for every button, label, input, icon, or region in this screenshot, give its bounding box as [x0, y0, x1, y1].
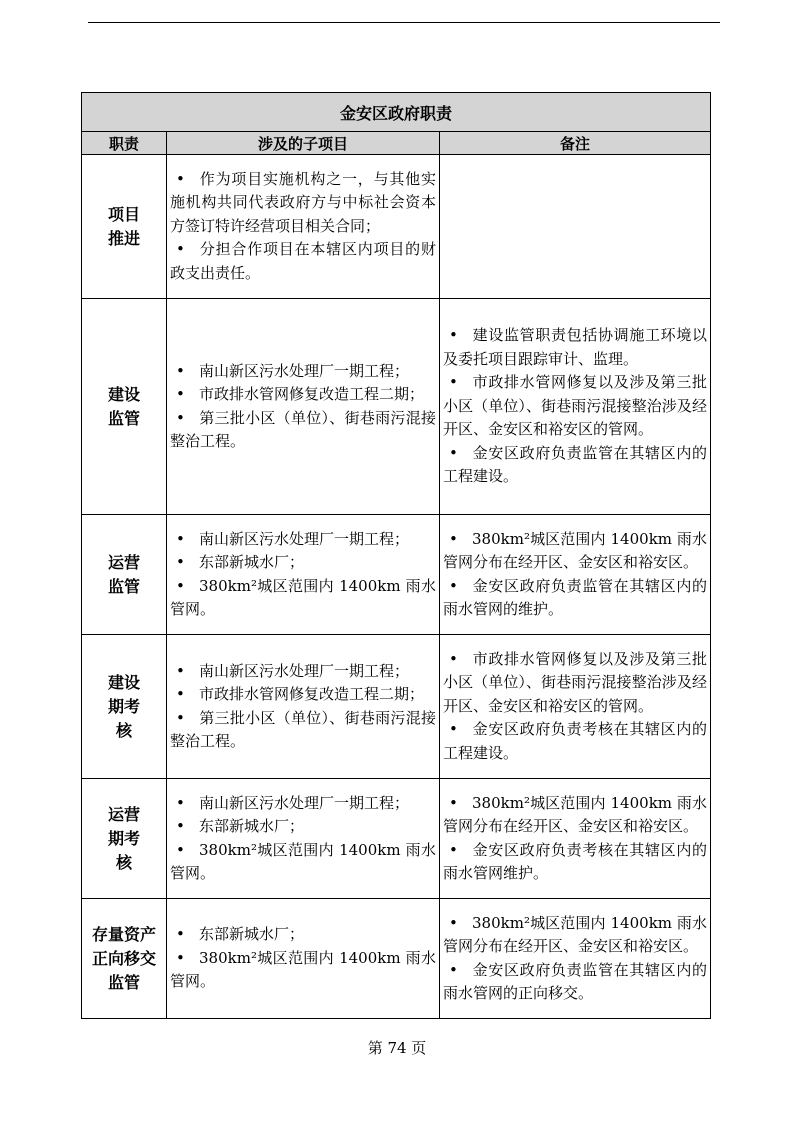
notes-cell [440, 635, 711, 779]
note-item [443, 528, 707, 575]
page-number: 第 74 页 [367, 1039, 427, 1057]
duty-label: 项目推进 [107, 204, 140, 248]
bullet-icon: • [176, 948, 185, 967]
sub-item-text: 380km²城区范围内 1400km 雨水管网。 [170, 840, 436, 882]
bullet-icon: • [449, 649, 458, 668]
notes-cell [440, 515, 711, 635]
sub-items-cell [167, 299, 440, 515]
note-item-text: 金安区政府负责考核在其辖区内的工程建设。 [443, 720, 707, 762]
bullet-icon: • [449, 793, 458, 812]
sub-item [170, 407, 436, 454]
sub-item [170, 923, 436, 947]
note-item-text: 380km²城区范围内 1400km 雨水管网分布在经开区、金安区和裕安区。 [443, 913, 707, 955]
note-item [443, 324, 707, 371]
notes-cell [440, 899, 711, 1019]
government-duty-table [81, 92, 711, 1019]
bullet-icon: • [176, 576, 185, 595]
duty-cell [82, 779, 167, 899]
note-item [443, 792, 707, 839]
table-row [82, 779, 711, 899]
duty-label: 运营监管 [107, 552, 140, 596]
sub-item [170, 238, 436, 285]
table-row [82, 899, 711, 1019]
sub-item-text: 市政排水管网修复改造工程二期； [199, 385, 425, 403]
sub-item [170, 839, 436, 886]
note-item [443, 839, 707, 886]
table-row [82, 515, 711, 635]
bullet-icon: • [176, 529, 185, 548]
note-item-text: 380km²城区范围内 1400km 雨水管网分布在经开区、金安区和裕安区。 [443, 529, 707, 571]
bullet-icon: • [176, 240, 185, 259]
note-item-text: 380km²城区范围内 1400km 雨水管网分布在经开区、金安区和裕安区。 [443, 793, 707, 835]
bullet-icon: • [176, 685, 185, 703]
note-item-text: 金安区政府负责监管在其辖区内的雨水管网的维护。 [443, 576, 707, 618]
sub-item-text: 南山新区污水处理厂一期工程； [199, 361, 410, 380]
bullet-icon: • [176, 708, 185, 727]
column-header-sub-items: 涉及的子项目 [167, 132, 440, 155]
sub-item [170, 792, 436, 816]
duty-cell [82, 635, 167, 779]
sub-item-text: 东部新城水厂； [199, 553, 305, 571]
bullet-icon: • [176, 553, 185, 571]
column-header-duty: 职责 [82, 132, 167, 155]
bullet-icon: • [449, 326, 458, 345]
sub-item-text: 作为项目实施机构之一，与其他实施机构共同代表政府方与中标社会资本方签订特许经营项目相关合同； [170, 169, 436, 235]
bullet-icon: • [449, 960, 458, 979]
duty-label: 建设监管 [107, 384, 140, 428]
sub-item [170, 383, 436, 407]
sub-item [170, 947, 436, 994]
sub-item [170, 660, 436, 684]
duty-cell [82, 515, 167, 635]
bullet-icon: • [176, 925, 185, 944]
note-item [443, 912, 707, 959]
sub-item-text: 南山新区污水处理厂一期工程； [199, 661, 410, 680]
table-row [82, 155, 711, 299]
bullet-icon: • [176, 661, 185, 680]
duty-cell [82, 155, 167, 299]
sub-item [170, 575, 436, 622]
bullet-icon: • [176, 840, 185, 859]
sub-item-text: 南山新区污水处理厂一期工程； [199, 529, 410, 548]
duty-label: 运营期考核 [107, 804, 140, 872]
bullet-icon: • [176, 408, 185, 427]
duty-cell [82, 899, 167, 1019]
note-item-text: 市政排水管网修复以及涉及第三批小区（单位）、街巷雨污混接整治涉及经开区、金安区和裕安区的管网。 [443, 373, 707, 439]
bullet-icon: • [449, 529, 458, 548]
header-rule [88, 22, 720, 23]
sub-item [170, 528, 436, 552]
column-header-notes: 备注 [440, 132, 711, 155]
sub-items-cell [167, 899, 440, 1019]
sub-items-cell [167, 155, 440, 299]
notes-cell [440, 299, 711, 515]
duty-label: 建设期考核 [107, 672, 140, 740]
bullet-icon: • [176, 169, 185, 188]
duty-label: 存量资产正向移交监管 [92, 924, 157, 992]
table-row [82, 635, 711, 779]
sub-item-text: 东部新城水厂； [199, 925, 305, 944]
sub-item-text: 380km²城区范围内 1400km 雨水管网。 [170, 576, 436, 618]
sub-item-text: 第三批小区（单位）、街巷雨污混接整治工程。 [170, 408, 436, 450]
sub-item [170, 815, 436, 839]
note-item [443, 442, 707, 489]
note-item [443, 959, 707, 1006]
note-item-text: 金安区政府负责监管在其辖区内的工程建设。 [443, 443, 707, 486]
note-item [443, 371, 707, 442]
note-item-text: 市政排水管网修复以及涉及第三批小区（单位）、街巷雨污混接整治涉及经开区、金安区和裕安区的管网。 [443, 649, 707, 715]
note-item [443, 575, 707, 622]
sub-item [170, 707, 436, 754]
note-item [443, 718, 707, 765]
note-item-text: 建设监管职责包括协调施工环境以及委托项目跟踪审计、监理。 [443, 326, 707, 368]
bullet-icon: • [449, 373, 458, 392]
table-row [82, 299, 711, 515]
notes-cell [440, 155, 711, 299]
bullet-icon: • [449, 913, 458, 932]
duty-cell [82, 299, 167, 515]
notes-cell [440, 779, 711, 899]
sub-item [170, 168, 436, 239]
note-item-text: 金安区政府负责监管在其辖区内的雨水管网的正向移交。 [443, 960, 707, 1002]
sub-item [170, 683, 436, 707]
sub-item-text: 东部新城水厂； [199, 817, 305, 835]
bullet-icon: • [176, 817, 185, 835]
bullet-icon: • [449, 443, 458, 462]
table-body [82, 155, 711, 1019]
sub-item [170, 551, 436, 575]
sub-item-text: 第三批小区（单位）、街巷雨污混接整治工程。 [170, 708, 436, 750]
bullet-icon: • [449, 720, 458, 739]
sub-item-text: 380km²城区范围内 1400km 雨水管网。 [170, 948, 436, 991]
bullet-icon: • [449, 840, 458, 859]
bullet-icon: • [176, 793, 185, 812]
bullet-icon: • [176, 385, 185, 403]
note-item-text: 金安区政府负责考核在其辖区内的雨水管网维护。 [443, 840, 707, 882]
sub-item-text: 分担合作项目在本辖区内项目的财政支出责任。 [170, 240, 436, 282]
sub-item-text: 南山新区污水处理厂一期工程； [199, 793, 410, 812]
sub-items-cell [167, 779, 440, 899]
bullet-icon: • [449, 576, 458, 595]
sub-item-text: 市政排水管网修复改造工程二期； [199, 685, 425, 703]
note-item [443, 648, 707, 719]
sub-items-cell [167, 515, 440, 635]
sub-items-cell [167, 635, 440, 779]
sub-item [170, 360, 436, 384]
bullet-icon: • [176, 361, 185, 380]
table-title: 金安区政府职责 [82, 93, 711, 132]
